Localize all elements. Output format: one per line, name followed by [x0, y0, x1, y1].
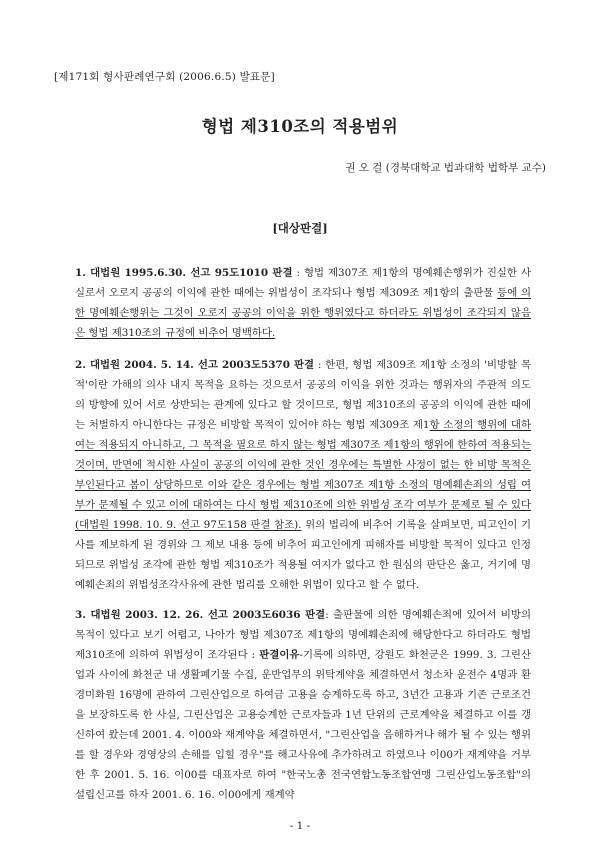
case-3-label: 3. 대법원 2003. 12. 26. 선고 2003도6036 판결 [75, 609, 326, 621]
case-1-underlined: 등에 의한 명예훼손행위는 그것이 오로지 공공의 이익을 위한 행위였다고 하더라도 위법성이 조각되지 않음은 형법 제310조의 규정에 비추어 명백하다. [75, 287, 531, 339]
case-2-tail: 위의 법리에 비추어 기록을 살펴보면, 피고인이 기사를 제보하게 된 경위와 그 제보 내용 등에 비추어 피고인에게 피해자를 비방할 목적이 있다고 인정되므로 위법성 조각에 관한 형법 제310조가 적용될 여지가 없다고 한 원심의 판단은 옳고, 거기에 명예훼손죄의 위법성조각사유에 관한 법리를 오해한 위법이 있다고 할 수 없다. [75, 519, 531, 591]
case-2 [75, 355, 531, 595]
case-3 [75, 605, 531, 805]
case-1-lead: : 형법 제307조 제1항의 명예훼손행위가 진실한 사실로서 오로지 공공의 이익에 관한 때에는 위법성이 조각되나 형법 제309조 제1항의 출판물 [75, 267, 531, 299]
author-line: 권 오 걸 (경북대학교 법과대학 법학부 교수) [345, 162, 546, 174]
page-number: - 1 - [289, 820, 311, 832]
header-note: [제171회 형사판례연구회 (2006.6.5) 발표문] [54, 71, 275, 83]
case-2-label: 2. 대법원 2004. 5. 14. 선고 2003도5370 판결 [75, 359, 315, 371]
case-1-label: 1. 대법원 1995.6.30. 선고 95도1010 판결 [75, 267, 293, 279]
case-1 [75, 263, 531, 343]
case-2-lead: : 한편, 형법 제309조 제1항 소정의 '비방할 목적'이란 가해의 의사 내지 목적을 요하는 것으로서 공공의 이익을 위한 것과는 행위자의 주관적 의도의 방향에 있어 서로 상반되는 관계에 있다고 할 것이므로, 형법 제310조의 공공의 이익에 관한 때에는 처벌하지 아니한다는 규정은 비방할 목적이 있어야 하는 형법 제309조 제1 [75, 359, 531, 431]
case-3-lead: : 출판물에 의한 명예훼손죄에 있어서 비방의 목적이 있다고 보기 어렵고, 나아가 형법 제307조 제1항의 명예훼손죄에 해당한다고 하더라도 형법 제310조에 의하여 위법성이 조각된다 : [75, 609, 532, 661]
case-3-bold: 판결이유 [259, 649, 300, 661]
case-3-tail: -기록에 의하면, 강원도 화천군은 1999. 3. 그린산업과 사이에 화천군 내 생활폐기물 수집, 운반업무의 위탁계약을 체결하면서 청소차 운전수 4명과 환경미화원 16명에 관하여 그린산업으로 하여금 고용을 승계하도록 하고, 3년간 고용과 기존 근로조건을 보장하도록 한 사실, 그린산업은 고용승계한 근로자들과 1년 단위의 근로계약을 체결하고 이를 갱신하여 왔는데 2001. 4. 이00와 재계약을 체결하면서, "그린산업을 음해하거나 해가 될 수 있는 행위를 할 경우와 경영상의 손해를 입힐 경우"를 해고사유에 추가하려고 하였으나 이00가 재계약을 거부한 후 2001. 5. 16. 이00를 대표자로 하여 "한국노총 전국연합노동조합연맹 그린산업노동조합"의 설립신고를 하자 2001. 6. 16. 이00에게 재계약 [75, 649, 532, 801]
case-2-underlined: 항 소정의 행위에 대하여는 적용되지 아니하고, 그 목적을 필요로 하지 않는 형법 제307조 제1항의 행위에 한하여 적용되는 것이며, 반면에 적시한 사실이 공공의 이익에 관한 것인 경우에는 특별한 사정이 없는 한 비방 목적은 부인된다고 봄이 상당하므로 이와 같은 경우에는 형법 제307조 제1항 소정의 명예훼손죄의 성립 여부가 문제될 수 있고 이에 대하여는 다시 형법 제310조에 의한 위법성 조각 여부가 문제로 될 수 있다(대법원 1998. 10. 9. 선고 97도158 판결 참조). [75, 419, 531, 531]
page-title: 형법 제310조의 적용범위 [201, 117, 399, 136]
section-heading: [대상판결] [272, 221, 328, 235]
